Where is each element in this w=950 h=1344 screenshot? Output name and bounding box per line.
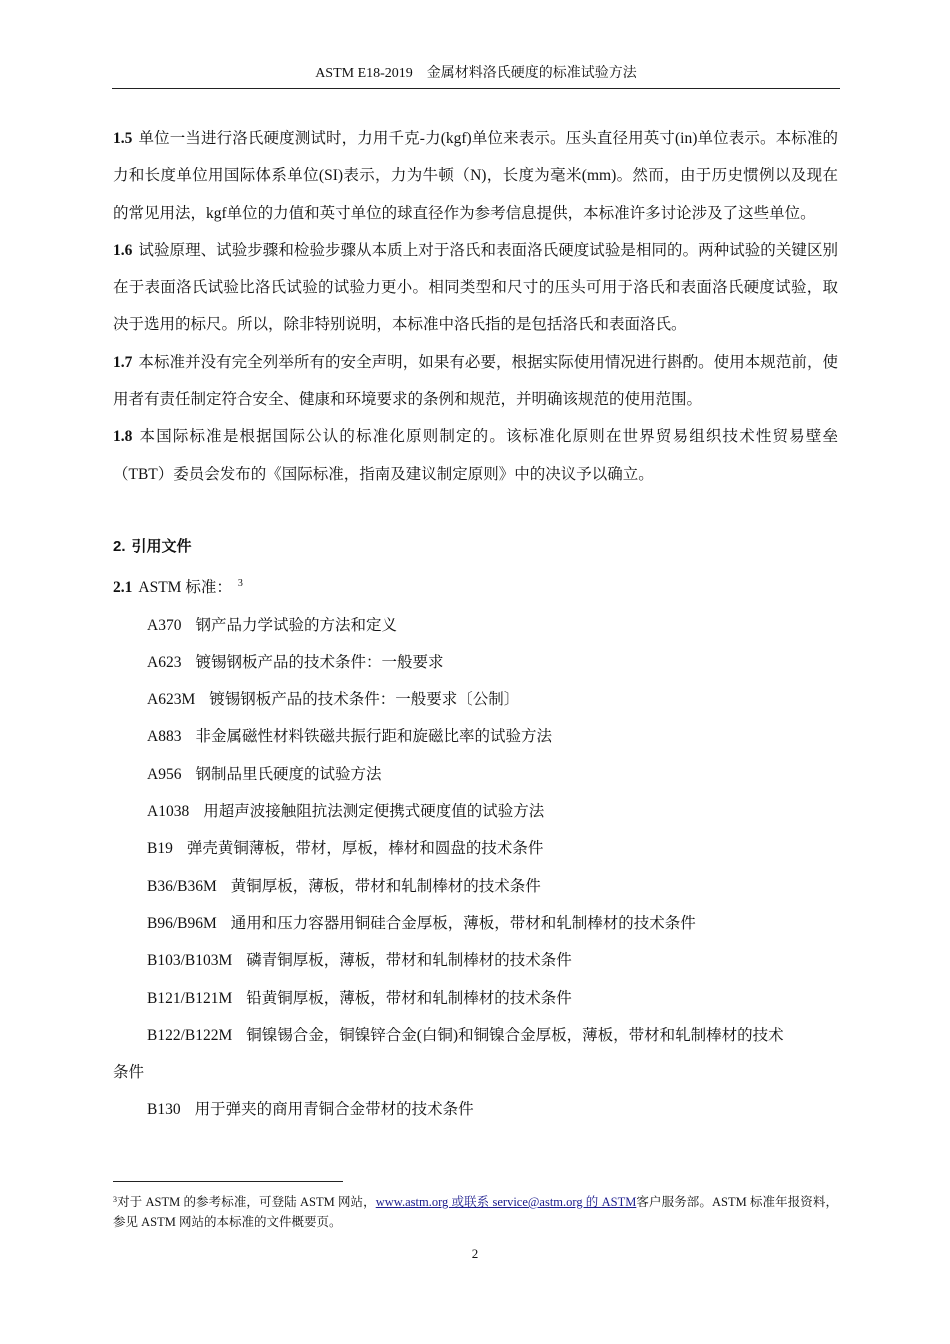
reference-code: B19 (147, 840, 173, 858)
clause-number: 1.7 (113, 353, 133, 371)
reference-code: A623M (147, 691, 196, 709)
header-rule (112, 88, 840, 89)
reference-title: 镀锡钢板产品的技术条件：一般要求〔公制〕 (209, 691, 520, 709)
reference-item (113, 942, 838, 979)
section-heading (113, 528, 838, 565)
reference-title: 镀锡钢板产品的技术条件：一般要求 (195, 653, 444, 671)
reference-item (113, 607, 838, 644)
reference-item (113, 905, 838, 942)
footnote-link[interactable]: www.astm.org 或联系 service@astm.org 的 ASTM (375, 1195, 637, 1209)
reference-title: 用超声波接触阻抗法测定便携式硬度值的试验方法 (203, 803, 545, 821)
reference-code: B130 (147, 1101, 181, 1119)
reference-code: B103/B103M (147, 952, 233, 970)
reference-title: 用于弹夹的商用青铜合金带材的技术条件 (194, 1101, 474, 1119)
reference-code: A1038 (147, 803, 190, 821)
reference-title: 通用和压力容器用铜硅合金厚板，薄板，带材和轧制棒材的技术条件 (230, 914, 696, 932)
clause-text: 本国际标准是根据国际公认的标准化原则制定的。该标准化原则在世界贸易组织技术性贸易壁垒（TBT）委员会发布的《国际标准，指南及建议制定原则》中的决议予以确立。 (113, 428, 838, 483)
page-number: 2 (471, 1246, 479, 1261)
reference-item (113, 718, 838, 755)
clause-number: 1.6 (113, 241, 133, 259)
reference-title: 铅黄铜厚板，薄板，带材和轧制棒材的技术条件 (246, 989, 572, 1007)
reference-code: A883 (147, 728, 182, 746)
footnote-rule (113, 1181, 343, 1182)
reference-item (113, 793, 838, 830)
reference-continuation: 条件 (113, 1064, 145, 1082)
reference-code: A623 (147, 653, 182, 671)
reference-item (113, 830, 838, 867)
reference-title: 钢制品里氏硬度的试验方法 (195, 765, 382, 783)
clause-text: 单位一当进行洛氏硬度测试时，力用千克-力(kgf)单位来表示。压头直径用英寸(in)单位表示。本标准的力和长度单位用国际体系单位(SI)表示，力为牛顿（N)，长度为毫米(mm)。然而，由于历史惯例以及现在的常见用法，kgf单位的力值和英寸单位的球直径作为参考信息提供，本标准许多讨论涉及了这些单位。 (113, 130, 838, 222)
footnote (113, 1190, 838, 1232)
reference-code: B121/B121M (147, 989, 233, 1007)
reference-item (113, 1017, 838, 1054)
clause-number: 1.8 (113, 428, 133, 446)
paragraph-1-5 (113, 120, 838, 232)
reference-code: A370 (147, 616, 182, 634)
document-body (113, 120, 838, 1129)
reference-code: B122/B122M (147, 1026, 233, 1044)
subsection-text: ASTM 标准： (138, 579, 232, 597)
reference-code: B36/B36M (147, 877, 217, 895)
subsection-2-1 (113, 565, 838, 606)
clause-text: 试验原理、试验步骤和检验步骤从本质上对于洛氏和表面洛氏硬度试验是相同的。两种试验的关键区别在于表面洛氏试验比洛氏试验的试验力更小。相同类型和尺寸的压头可用于洛氏和表面洛氏硬度试验，取决于选用的标尺。所以，除非特别说明，本标准中洛氏指的是包括洛氏和表面洛氏。 (113, 241, 838, 334)
footnote-text-post: 客户服务部。ASTM 标准年报资料，参见 ASTM 网站的本标准的文件概要页。 (113, 1195, 838, 1229)
reference-item (113, 868, 838, 905)
reference-title: 非金属磁性材料铁磁共振行距和旋磁比率的试验方法 (195, 728, 552, 746)
reference-title: 铜镍锡合金，铜镍锌合金(白铜)和铜镍合金厚板，薄板，带材和轧制棒材的技术 (246, 1026, 784, 1044)
reference-item (113, 1091, 838, 1128)
reference-title: 黄铜厚板，薄板，带材和轧制棒材的技术条件 (230, 877, 541, 895)
paragraph-1-7 (113, 344, 838, 419)
paragraph-1-6 (113, 232, 838, 344)
section-title: 引用文件 (131, 536, 192, 555)
paragraph-1-8 (113, 418, 838, 493)
clause-text: 本标准并没有完全列举所有的安全声明，如果有必要，根据实际使用情况进行斟酌。使用本规范前，使用者有责任制定符合安全、健康和环境要求的条例和规范，并明确该规范的使用范围。 (113, 353, 838, 409)
reference-item (113, 644, 838, 681)
reference-title: 磷青铜厚板，薄板，带材和轧制棒材的技术条件 (246, 952, 572, 970)
reference-title: 弹壳黄铜薄板，带材，厚板，棒材和圆盘的技术条件 (186, 840, 544, 858)
clause-number: 1.5 (113, 130, 133, 147)
reference-item (113, 681, 838, 718)
subsection-number: 2.1 (113, 579, 133, 597)
section-number: 2. (113, 537, 126, 555)
reference-title: 钢产品力学试验的方法和定义 (195, 616, 397, 634)
running-header: ASTM E18-2019 金属材料洛氏硬度的标准试验方法 (315, 66, 637, 81)
reference-code: B96/B96M (147, 914, 217, 932)
footnote-text-pre: 对于 ASTM 的参考标准，可登陆 ASTM 网站， (117, 1195, 376, 1209)
reference-item (113, 980, 838, 1017)
footnote-marker[interactable]: 3 (237, 578, 243, 590)
reference-item (113, 756, 838, 793)
footnote-number: 3 (113, 1195, 117, 1204)
reference-code: A956 (147, 765, 182, 783)
